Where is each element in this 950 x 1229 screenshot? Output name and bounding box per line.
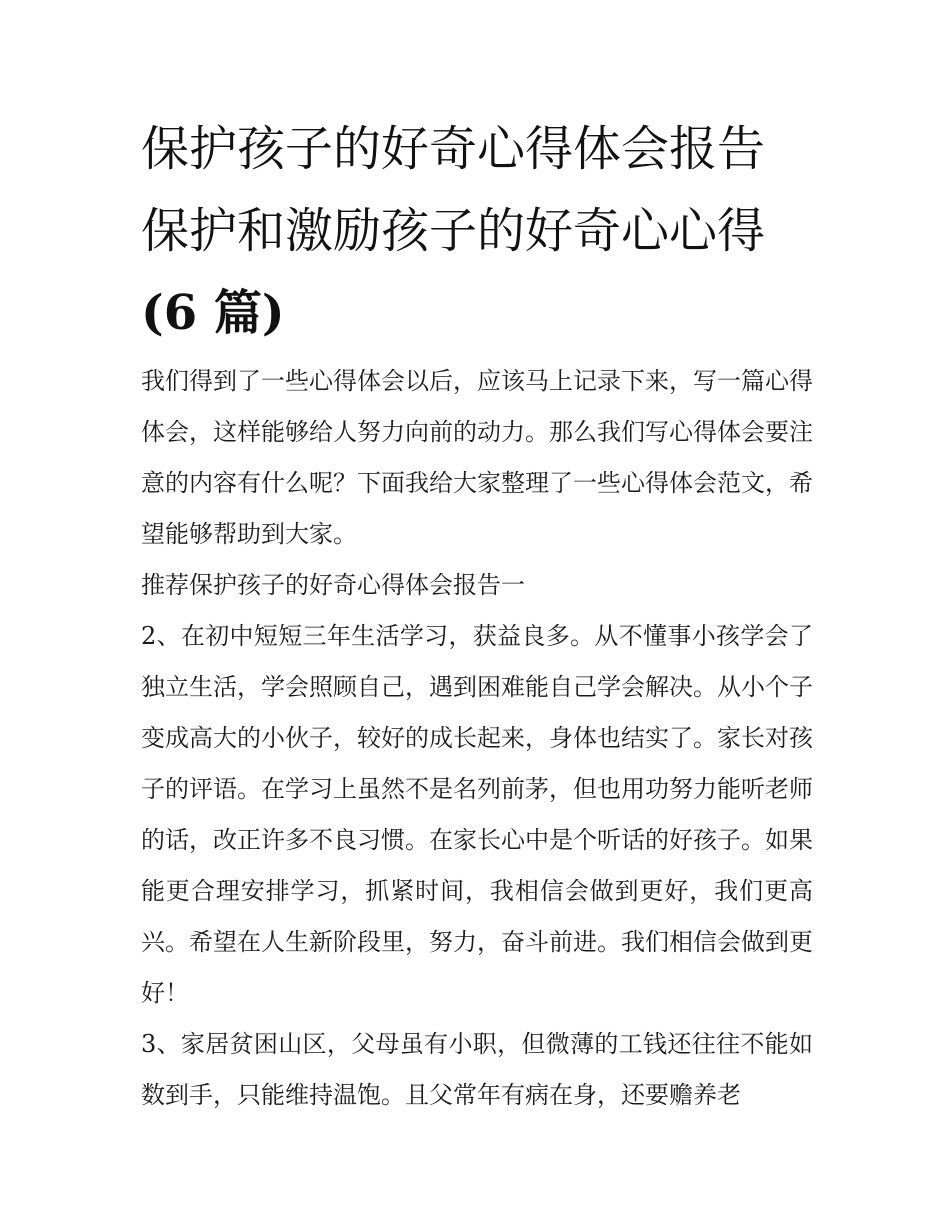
title-line-1: 保护孩子的好奇心得体会报告 (141, 121, 766, 177)
document-title (141, 108, 813, 354)
paragraph-item-3: 3、家居贫困山区，父母虽有小职，但微薄的工钱还往往不能如数到手，只能维持温饱。且父常年有病在身，还要赡养老 (141, 1030, 813, 1109)
intro-paragraph: 我们得到了一些心得体会以后，应该马上记录下来，写一篇心得体会，这样能够给人努力向前的动力。那么我们写心得体会要注意的内容有什么呢？下面我给大家整理了一些心得体会范文，希望能够帮助到大家。 (141, 367, 813, 548)
paragraph-item-2: 2、在初中短短三年生活学习，获益良多。从不懂事小孩学会了独立生活，学会照顾自己，遇到困难能自己学会解决。从小个子变成高大的小伙子，较好的成长起来，身体也结实了。家长对孩子的评语。在学习上虽然不是名列前茅，但也用功努力能听老师的话，改正许多不良习惯。在家长心中是个听话的好孩子。如果能更合理安排学习，抓紧时间，我相信会做到更好，我们更高兴。希望在人生新阶段里，努力，奋斗前进。我们相信会做到更好！ (141, 622, 813, 1007)
section-heading: 推荐保护孩子的好奇心得体会报告一 (141, 571, 525, 599)
title-line-2: 保护和激励孩子的好奇心心得 (141, 203, 766, 259)
document-page (141, 108, 813, 1121)
title-line-3: (6 篇) (141, 285, 285, 341)
